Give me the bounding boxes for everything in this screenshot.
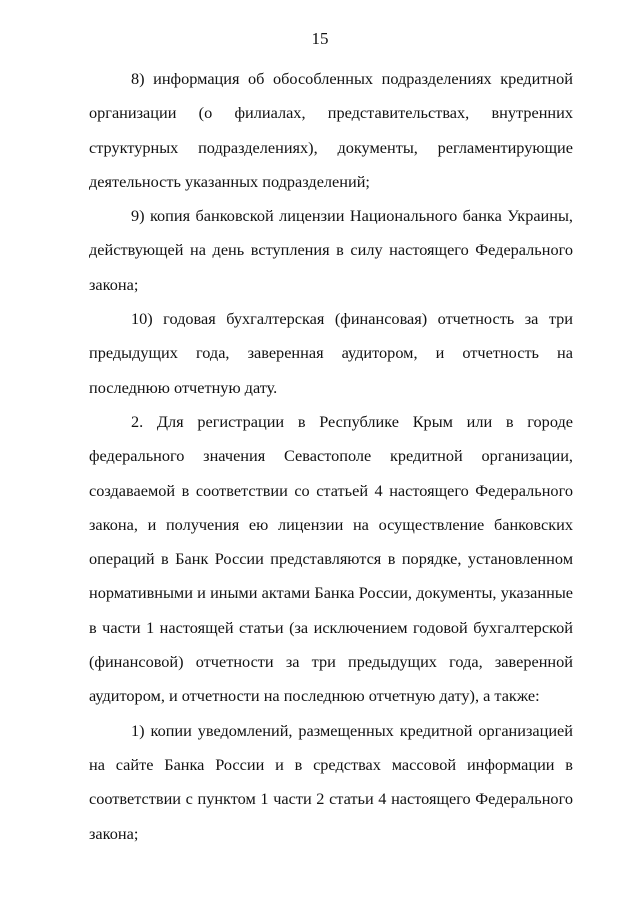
- paragraph-item-9: 9) копия банковской лицензии Национального банка Украины, действующей на день вступления в силу настоящего Федерального закона;: [89, 206, 573, 294]
- paragraph-part-2: 2. Для регистрации в Республике Крым или в городе федерального значения Севастополе кредитной организации, создаваемой в соответствии со статьей 4 настоящего Федерального закона, и получения ею лицензии на осуществление банковских операций в Банк России представляются в порядке, установленном нормативными и иными актами Банка России, документы, указанные в части 1 настоящей статьи (за исключением годовой бухгалтерской (финансовой) отчетности за три предыдущих года, заверенной аудитором, и отчетности на последнюю отчетную дату), а также:: [89, 411, 573, 706]
- paragraph-item-10: 10) годовая бухгалтерская (финансовая) отчетность за три предыдущих года, заверенная аудитором, и отчетность на последнюю отчетную дату.: [89, 309, 573, 397]
- paragraph-subitem-1: 1) копии уведомлений, размещенных кредитной организацией на сайте Банка России и в средствах массовой информации в соответствии с пунктом 1 части 2 статьи 4 настоящего Федерального закона;: [89, 720, 573, 843]
- page-number: 15: [311, 29, 329, 48]
- paragraph-item-8: 8) информация об обособленных подразделениях кредитной организации (о филиалах, представительствах, внутренних структурных подразделениях), документы, регламентирующие деятельность указанных подразделений;: [89, 69, 573, 191]
- document-body: [89, 62, 573, 851]
